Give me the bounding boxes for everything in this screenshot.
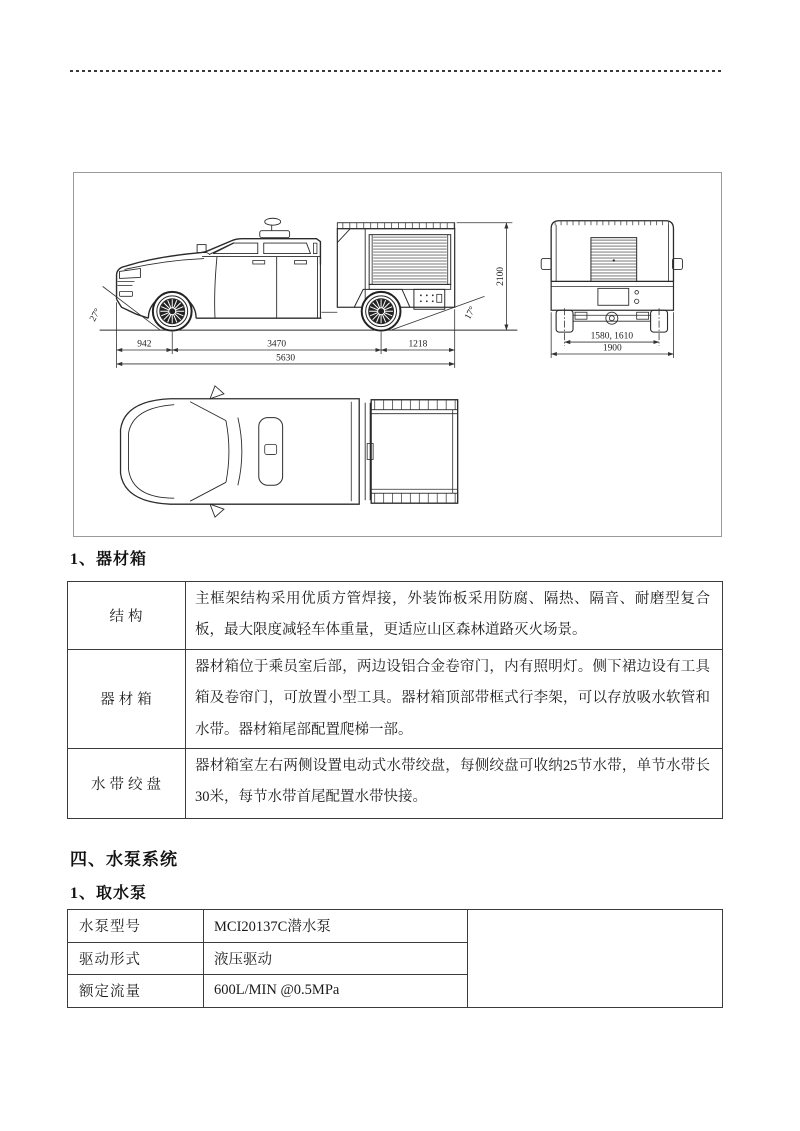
table-row <box>68 749 723 819</box>
pump-model-label: 水泵型号 <box>68 910 204 943</box>
row-label-equipment-box: 器材箱 <box>68 649 186 748</box>
empty-cell <box>468 910 723 1008</box>
dim-height-label: 2100 <box>495 266 506 286</box>
section-title-pump-system: 四、水泵系统 <box>70 850 178 869</box>
row-text-structure: 主框架结构采用优质方管焊接，外装饰板采用防腐、隔热、隔音、耐磨型复合板，最大限度减轻车体重量，更适应山区森林道路灭火场景。 <box>186 582 723 650</box>
top-view <box>121 386 458 517</box>
dim-wheelbase-label: 3470 <box>267 339 287 350</box>
equipment-box-table <box>67 581 723 819</box>
table-row <box>68 582 723 650</box>
row-text-hose-reel: 器材箱室左右两侧设置电动式水带绞盘，每侧绞盘可收纳25节水带，单节水带长30米，每节水带首尾配置水带快接。 <box>186 749 723 819</box>
vehicle-three-view-drawing <box>74 173 721 536</box>
intake-pump-table <box>67 909 723 1008</box>
dim-rear-overhang-label: 1218 <box>408 339 428 350</box>
section-title-intake-pump: 1、取水泵 <box>70 885 148 902</box>
rated-flow-value: 600L/MIN @0.5MPa <box>204 975 468 1008</box>
rear-width-dim-label: 1900 <box>602 343 622 354</box>
rated-flow-label: 额定流量 <box>68 975 204 1008</box>
table-row <box>68 649 723 748</box>
row-label-hose-reel: 水带绞盘 <box>68 749 186 819</box>
approach-angle-label: 27° <box>88 307 104 324</box>
rear-view <box>541 221 682 358</box>
dim-total-length-label: 5630 <box>276 353 296 364</box>
dim-front-overhang-label: 942 <box>137 339 152 350</box>
section-title-equipment-box: 1、器材箱 <box>70 551 148 568</box>
vehicle-drawing-figure <box>73 172 722 537</box>
header-dotted-rule <box>70 70 722 72</box>
side-view <box>87 218 517 368</box>
departure-angle-label: 17° <box>463 305 479 322</box>
rear-track-dim-label: 1580, 1610 <box>590 331 634 342</box>
row-text-equipment-box: 器材箱位于乘员室后部，两边设铝合金卷帘门，内有照明灯。侧下裙边设有工具箱及卷帘门，可放置小型工具。器材箱顶部带框式行李架，可以存放吸水软管和水带。器材箱尾部配置爬梯一部。 <box>186 649 723 748</box>
row-label-structure: 结构 <box>68 582 186 650</box>
pump-model-value: MCI20137C潜水泵 <box>204 910 468 943</box>
drive-type-value: 液压驱动 <box>204 942 468 975</box>
table-row <box>68 910 723 943</box>
drive-type-label: 驱动形式 <box>68 942 204 975</box>
